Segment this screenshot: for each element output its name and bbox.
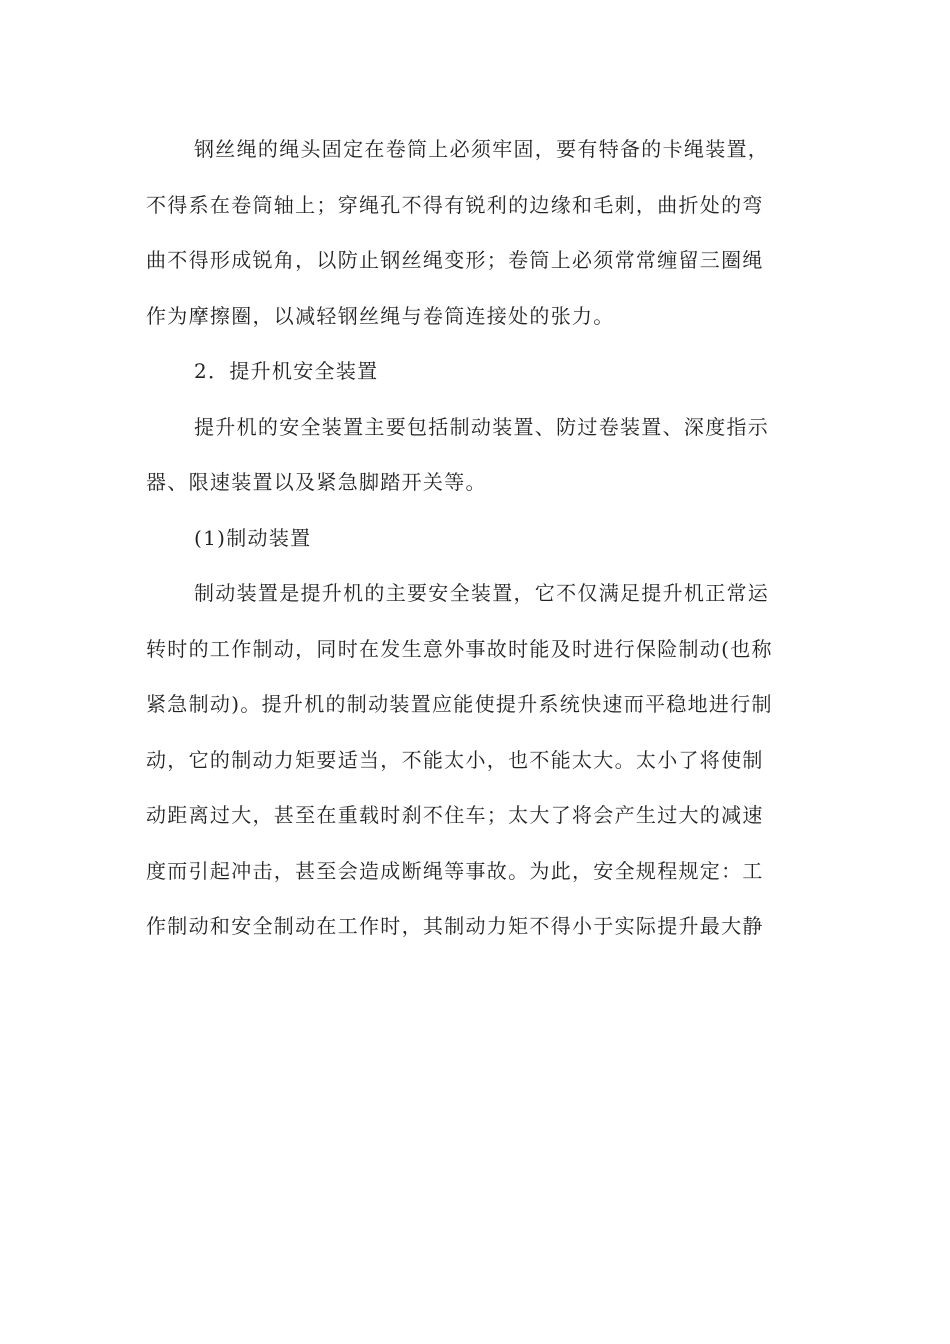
heading-text: (1)制动装置: [194, 525, 312, 550]
paragraph-rope-fixing: [146, 122, 806, 344]
text-line: 作为摩擦圈，以减轻钢丝绳与卷筒连接处的张力。: [146, 303, 615, 328]
text-line: 器、限速装置以及紧急脚踏开关等。: [146, 470, 487, 494]
document-body: [146, 122, 806, 955]
text-line: 钢丝绳的绳头固定在卷筒上必须牢固，要有特备的卡绳装置，: [194, 137, 770, 161]
paragraph-brake-description: [146, 566, 806, 955]
text-line: 紧急制动)。提升机的制动装置应能使提升系统快速而平稳地进行制: [146, 692, 773, 716]
heading-text: 2．提升机安全装置: [194, 359, 379, 383]
subsection-heading-brake: [146, 511, 806, 567]
text-line: 转时的工作制动，同时在发生意外事故时能及时进行保险制动(也称: [146, 636, 773, 661]
text-line: 度而引起冲击，甚至会造成断绳等事故。为此，安全规程规定：工: [146, 858, 764, 883]
text-line: 动距离过大，甚至在重载时刹不住车；太大了将会产生过大的减速: [146, 803, 764, 827]
text-line: 动，它的制动力矩要适当，不能太小，也不能太大。太小了将使制: [146, 747, 764, 772]
text-line: 提升机的安全装置主要包括制动装置、防过卷装置、深度指示: [194, 414, 770, 439]
text-line: 不得系在卷筒轴上；穿绳孔不得有锐利的边缘和毛刺，曲折处的弯: [146, 192, 764, 217]
paragraph-safety-overview: [146, 400, 806, 511]
text-line: 作制动和安全制动在工作时，其制动力矩不得小于实际提升最大静: [146, 914, 764, 938]
text-line: 制动装置是提升机的主要安全装置，它不仅满足提升机正常运: [194, 581, 770, 605]
section-heading-safety-devices: [146, 344, 806, 400]
text-line: 曲不得形成锐角，以防止钢丝绳变形；卷筒上必须常常缠留三圈绳: [146, 248, 764, 272]
